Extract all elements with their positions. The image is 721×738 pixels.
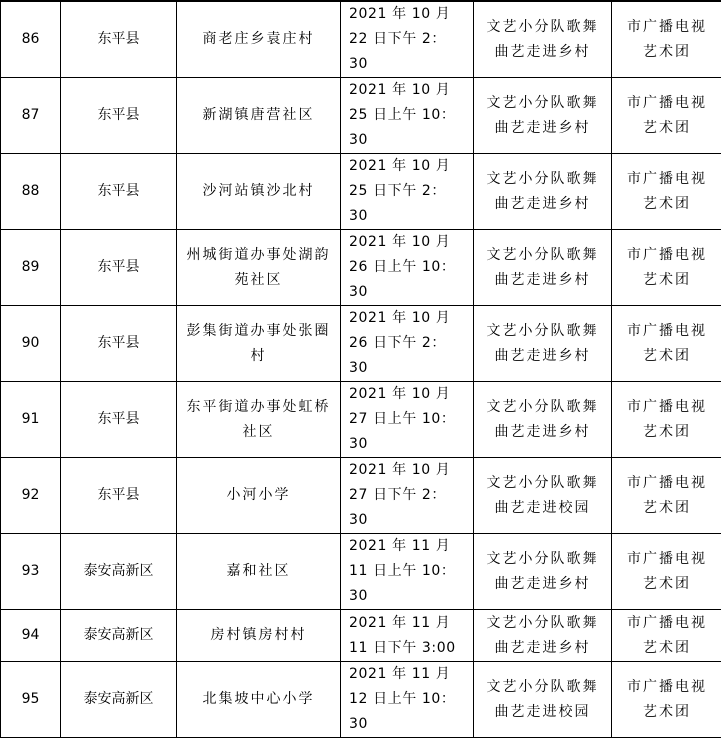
venue-text: 东平街道办事处虹桥社区 [177, 395, 340, 445]
county-cell: 泰安高新区 [61, 662, 177, 738]
venue-cell [177, 1, 341, 78]
time-cell [341, 458, 474, 534]
program-text: 文艺小分队歌舞曲艺走进校园 [474, 471, 611, 521]
organizer-cell [612, 230, 721, 306]
venue-text: 小河小学 [177, 483, 340, 508]
table-row [1, 154, 721, 230]
time-text: 2021 年 10 月 27 日下午 2：30 [341, 458, 473, 533]
time-text: 2021 年 10 月 26 日下午 2：30 [341, 306, 473, 381]
venue-text: 嘉和社区 [177, 559, 340, 584]
venue-cell [177, 154, 341, 230]
time-text: 2021 年 11 月 11 日下午 3:00 [341, 611, 473, 661]
row-number: 92 [1, 458, 61, 534]
row-number: 95 [1, 662, 61, 738]
venue-cell [177, 306, 341, 382]
time-cell [341, 1, 474, 78]
time-cell [341, 230, 474, 306]
program-cell [474, 382, 612, 458]
time-text: 2021 年 10 月 25 日上午 10：30 [341, 78, 473, 153]
organizer-text: 市广播电视艺术团 [612, 675, 721, 725]
organizer-text: 市广播电视艺术团 [612, 91, 721, 141]
time-cell [341, 382, 474, 458]
county-cell: 东平县 [61, 78, 177, 154]
venue-text: 北集坡中心小学 [177, 687, 340, 712]
organizer-text: 市广播电视艺术团 [612, 243, 721, 293]
schedule-table-body [1, 1, 721, 738]
organizer-text: 市广播电视艺术团 [612, 167, 721, 217]
row-number: 93 [1, 534, 61, 610]
venue-cell [177, 382, 341, 458]
row-number: 94 [1, 610, 61, 662]
time-text: 2021 年 10 月 22 日下午 2：30 [341, 2, 473, 77]
organizer-text: 市广播电视艺术团 [612, 471, 721, 521]
program-cell [474, 534, 612, 610]
row-number: 91 [1, 382, 61, 458]
venue-text: 商老庄乡袁庄村 [177, 27, 340, 52]
program-text: 文艺小分队歌舞曲艺走进乡村 [474, 611, 611, 661]
county-cell: 泰安高新区 [61, 610, 177, 662]
county-cell: 东平县 [61, 382, 177, 458]
program-text: 文艺小分队歌舞曲艺走进乡村 [474, 319, 611, 369]
program-text: 文艺小分队歌舞曲艺走进乡村 [474, 91, 611, 141]
organizer-cell [612, 1, 721, 78]
organizer-text: 市广播电视艺术团 [612, 547, 721, 597]
venue-text: 新湖镇唐营社区 [177, 103, 340, 128]
program-text: 文艺小分队歌舞曲艺走进校园 [474, 675, 611, 725]
venue-cell [177, 534, 341, 610]
time-cell [341, 610, 474, 662]
organizer-cell [612, 534, 721, 610]
program-cell [474, 154, 612, 230]
program-cell [474, 1, 612, 78]
organizer-cell [612, 78, 721, 154]
county-cell: 东平县 [61, 1, 177, 78]
organizer-text: 市广播电视艺术团 [612, 395, 721, 445]
table-row [1, 306, 721, 382]
organizer-text: 市广播电视艺术团 [612, 611, 721, 661]
row-number: 90 [1, 306, 61, 382]
venue-cell [177, 458, 341, 534]
organizer-cell [612, 306, 721, 382]
program-cell [474, 306, 612, 382]
program-cell [474, 78, 612, 154]
row-number: 87 [1, 78, 61, 154]
row-number: 89 [1, 230, 61, 306]
row-number: 88 [1, 154, 61, 230]
venue-text: 州城街道办事处湖韵苑社区 [177, 243, 340, 293]
organizer-cell [612, 382, 721, 458]
organizer-cell [612, 662, 721, 738]
program-text: 文艺小分队歌舞曲艺走进乡村 [474, 167, 611, 217]
organizer-cell [612, 458, 721, 534]
venue-cell [177, 610, 341, 662]
venue-text: 沙河站镇沙北村 [177, 179, 340, 204]
table-row [1, 78, 721, 154]
row-number: 86 [1, 1, 61, 78]
organizer-text: 市广播电视艺术团 [612, 319, 721, 369]
time-cell [341, 78, 474, 154]
time-text: 2021 年 10 月 25 日下午 2：30 [341, 154, 473, 229]
table-row [1, 382, 721, 458]
county-cell: 泰安高新区 [61, 534, 177, 610]
program-cell [474, 662, 612, 738]
program-text: 文艺小分队歌舞曲艺走进乡村 [474, 395, 611, 445]
time-cell [341, 306, 474, 382]
table-row [1, 458, 721, 534]
program-cell [474, 458, 612, 534]
program-cell [474, 610, 612, 662]
program-text: 文艺小分队歌舞曲艺走进乡村 [474, 547, 611, 597]
table-row [1, 610, 721, 662]
county-cell: 东平县 [61, 306, 177, 382]
table-row [1, 230, 721, 306]
county-cell: 东平县 [61, 154, 177, 230]
table-row [1, 662, 721, 738]
organizer-text: 市广播电视艺术团 [612, 15, 721, 65]
time-text: 2021 年 10 月 26 日上午 10：30 [341, 230, 473, 305]
time-cell [341, 154, 474, 230]
program-cell [474, 230, 612, 306]
venue-text: 彭集街道办事处张圈村 [177, 319, 340, 369]
table-row [1, 1, 721, 78]
time-cell [341, 662, 474, 738]
venue-cell [177, 662, 341, 738]
time-text: 2021 年 10 月 27 日上午 10：30 [341, 382, 473, 457]
venue-cell [177, 78, 341, 154]
program-text: 文艺小分队歌舞曲艺走进乡村 [474, 243, 611, 293]
time-cell [341, 534, 474, 610]
county-cell: 东平县 [61, 458, 177, 534]
table-row [1, 534, 721, 610]
program-text: 文艺小分队歌舞曲艺走进乡村 [474, 15, 611, 65]
organizer-cell [612, 610, 721, 662]
organizer-cell [612, 154, 721, 230]
time-text: 2021 年 11 月 11 日上午 10：30 [341, 534, 473, 609]
county-cell: 东平县 [61, 230, 177, 306]
time-text: 2021 年 11 月 12 日上午 10：30 [341, 662, 473, 737]
venue-text: 房村镇房村村 [177, 623, 340, 648]
venue-cell [177, 230, 341, 306]
